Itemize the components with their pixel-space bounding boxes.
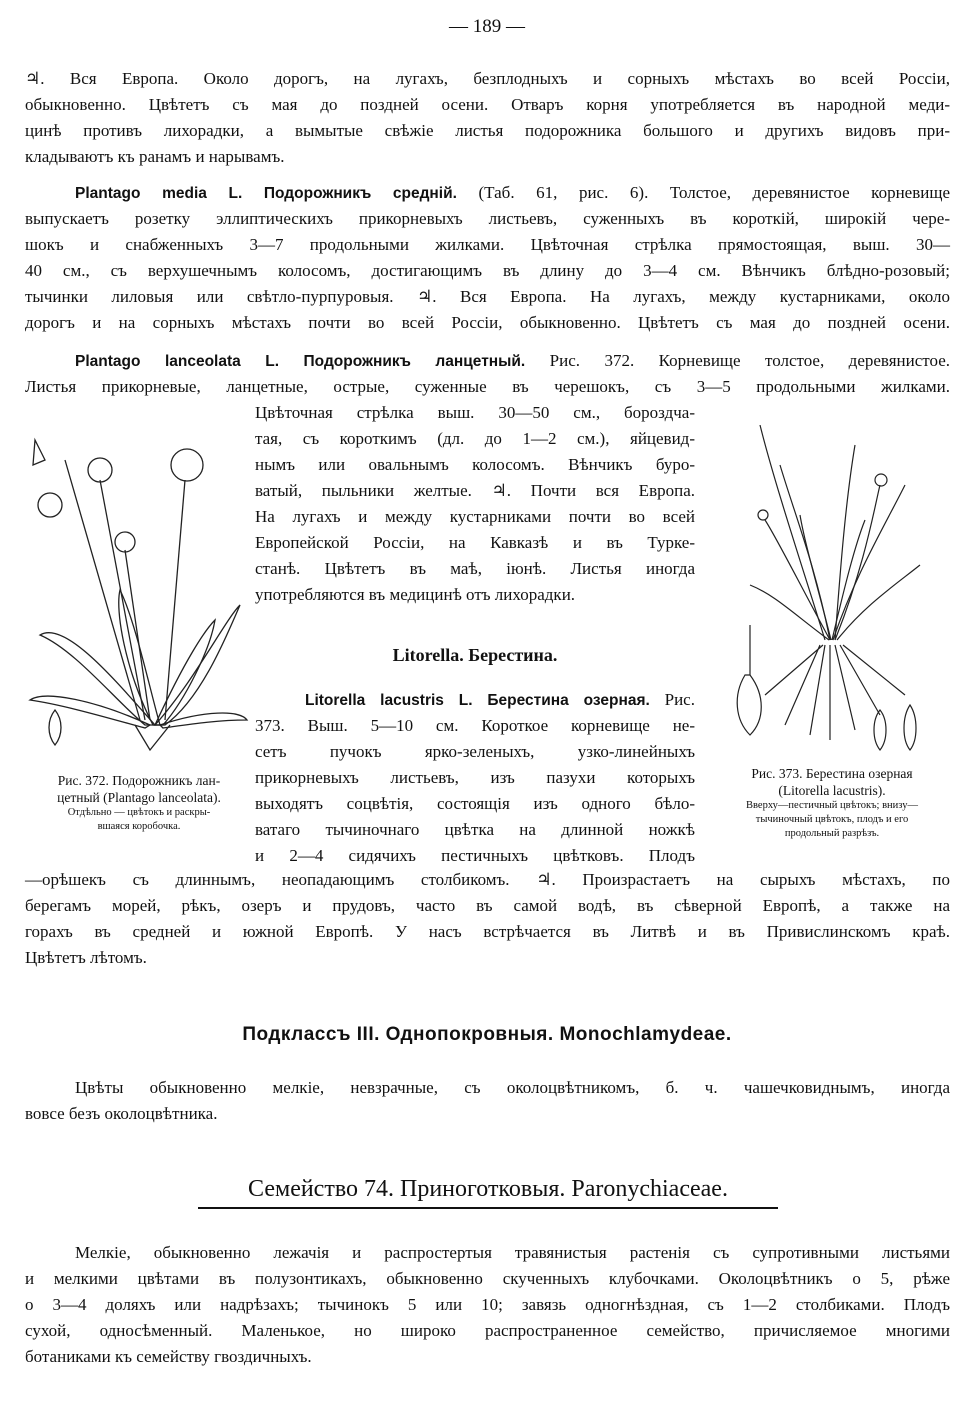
text-line — [25, 66, 950, 92]
line-text: Цвѣтетъ лѣтомъ. — [25, 948, 147, 967]
species-name: Litorella lacustris L. Берестина озерная. — [305, 692, 650, 709]
line-text: кладываютъ къ ранамъ и нарывамъ. — [25, 147, 285, 166]
paragraph-plantago-media — [25, 180, 950, 336]
line-text: сухой, односѣменный. Маленькое, но широко распространенное семейство, причисляемое многими — [25, 1321, 950, 1340]
line-text: Европейской Россіи, на Кавказѣ и въ Турке- — [255, 533, 695, 552]
text-line — [255, 739, 695, 765]
line-text: о 3—4 доляхъ или надрѣзахъ; тычинокъ 5 или 10; завязь одногнѣздная, съ 1—2 столбиками. Плодъ — [25, 1295, 950, 1314]
genus-heading-litorella: Litorella. Берестина. — [392, 645, 558, 665]
paragraph-plantago-lanceolata — [25, 348, 950, 400]
text-line — [25, 118, 950, 144]
text-line — [25, 348, 950, 374]
line-text: сетъ пучокъ ярко-зеленыхъ, узко-линейныхъ — [255, 742, 695, 761]
text-line — [25, 1266, 950, 1292]
narrow-leaves — [750, 425, 920, 640]
text-line — [255, 687, 695, 713]
text-line — [25, 374, 950, 400]
line-text: —орѣшекъ съ длиннымъ, неопадающимъ столбикомъ. ♃. Произрастаетъ на сырыхъ мѣстахъ, по — [25, 870, 950, 889]
line-text: и мелкими цвѣтами въ полузонтикахъ, обыкновенно скученныхъ клубочками. Околоцвѣтникъ о 5, рѣже — [25, 1269, 950, 1288]
paragraph-plantago-lanceolata-column — [255, 400, 695, 608]
text-line — [25, 1240, 950, 1266]
paragraph-litorella-column — [255, 687, 695, 869]
text-line — [25, 180, 950, 206]
line-text: ватаго тычиночнаго цвѣтка на длинной ножкѣ — [255, 820, 695, 839]
line-text: выпускаетъ розетку эллиптическихъ прикорневыхъ листьевъ, суженныхъ въ короткій, широкій чере- — [25, 209, 950, 228]
line-text: обыкновенно. Цвѣтетъ съ мая до поздней осени. Отваръ корня употребляется въ народной меди- — [25, 95, 950, 114]
figure-373-litorella-lacustris-illustration — [705, 425, 950, 755]
paragraph-family-description — [25, 1240, 950, 1370]
species-name: Plantago lanceolata L. Подорожникъ ланцетный. — [75, 353, 526, 370]
caption-line: цетный (Plantago lanceolata). — [57, 790, 221, 805]
text-line — [25, 893, 950, 919]
text-line — [25, 144, 950, 170]
line-text: Рис. 372. Корневище толстое, деревянистое. — [525, 351, 950, 370]
line-text: ботаниками къ семейству гвоздичныхъ. — [25, 1347, 312, 1366]
line-text: 40 см., съ верхушечнымъ колосомъ, достигающимъ въ длину до 3—4 см. Вѣнчикъ блѣдно-розовый; — [25, 261, 950, 280]
text-line — [25, 1318, 950, 1344]
caption-note-line: Вверху—пестичный цвѣтокъ; внизу— — [746, 800, 918, 811]
text-line — [255, 400, 695, 426]
text-line — [255, 765, 695, 791]
line-text: вовсе безъ околоцвѣтника. — [25, 1104, 218, 1123]
line-text: и 2—4 сидячихъ пестичныхъ цвѣтковъ. Плодъ — [255, 846, 695, 865]
text-line — [25, 258, 950, 284]
line-text: 373. Выш. 5—10 см. Короткое корневище не- — [255, 716, 695, 735]
leaf-rosette — [30, 590, 247, 750]
text-line — [255, 530, 695, 556]
line-text: тычинки лиловыя или свѣтло-пурпуровыя. ♃. Вся Европа. На лугахъ, между кустарниками, около — [25, 287, 950, 306]
line-text: Мелкіе, обыкновенно лежачія и распростертыя травянистыя растенія съ супротивными листьями — [75, 1243, 950, 1262]
line-text: шокъ и снабженныхъ 3—7 продольными жилками. Цвѣточная стрѣлка прямостоящая, выш. 30— — [25, 235, 950, 254]
caption-line: Рис. 373. Берестина озерная — [751, 766, 913, 781]
line-text: На лугахъ и между кустарниками почти во всей — [255, 507, 695, 526]
text-line — [25, 919, 950, 945]
text-line — [25, 310, 950, 336]
text-line — [25, 232, 950, 258]
text-line — [25, 945, 950, 971]
line-text: горахъ въ средней и южной Европѣ. У насъ встрѣчается въ Литвѣ и въ Привислинскомъ краѣ. — [25, 922, 950, 941]
line-text: нымъ или овальнымъ колосомъ. Вѣнчикъ буро- — [255, 455, 695, 474]
figure-373-caption — [708, 765, 956, 841]
caption-note-line: вшаяся коробочка. — [97, 821, 181, 832]
paragraph-litorella-end — [25, 867, 950, 971]
line-text: ватый, пыльники желтые. ♃. Почти вся Европа. — [255, 481, 695, 500]
caption-note-line: продольный разрѣзъ. — [784, 828, 880, 839]
line-text: Листья прикорневые, ланцетные, острые, суженные въ черешокъ, съ 3—5 продольными жилками. — [25, 377, 950, 396]
text-line — [255, 582, 695, 608]
text-line — [25, 206, 950, 232]
line-text: (Таб. 61, рис. 6). Толстое, деревянистое корневище — [456, 183, 950, 202]
detached-flower-and-capsule — [33, 440, 62, 745]
text-line — [255, 426, 695, 452]
line-text: тая, съ короткимъ (дл. до 1—2 см.), яйцевид- — [255, 429, 695, 448]
text-line — [25, 1292, 950, 1318]
text-line — [255, 504, 695, 530]
text-line — [255, 843, 695, 869]
text-line — [25, 1075, 950, 1101]
species-name: Plantago media L. Подорожникъ средній. — [75, 185, 457, 202]
figure-372-plantago-lanceolata-illustration — [25, 420, 250, 765]
caption-line: (Litorella lacustris). — [778, 783, 886, 798]
line-text: цинѣ противъ лихорадки, а вымытые свѣжіе листья подорожника большого и другихъ видовъ при- — [25, 121, 950, 140]
line-text: употребляются въ медицинѣ отъ лихорадки. — [255, 585, 576, 604]
caption-line: Рис. 372. Подорожникъ лан- — [57, 773, 221, 788]
text-line — [255, 478, 695, 504]
text-line — [25, 1344, 950, 1370]
text-line — [255, 713, 695, 739]
text-line — [255, 791, 695, 817]
line-text: Цвѣточная стрѣлка выш. 30—50 см., бороздча- — [255, 403, 695, 422]
roots — [765, 645, 905, 740]
line-text: выходятъ соцвѣтія, состоящія изъ одного бѣло- — [255, 794, 695, 813]
text-line — [25, 92, 950, 118]
line-text: станѣ. Цвѣтетъ въ маѣ, іюнѣ. Листья иногда — [255, 559, 695, 578]
line-text: Рис. — [649, 690, 695, 709]
subclass-heading: Подклассъ III. Однопокровныя. Monochlamydeae. — [242, 1024, 732, 1045]
paragraph-plantago-major-end — [25, 66, 950, 170]
text-line — [255, 817, 695, 843]
text-line — [25, 284, 950, 310]
line-text: прикорневыхъ листьевъ, изъ пазухи которыхъ — [255, 768, 695, 787]
family-heading: Семейство 74. Приноготковыя. Paronychiaceae. — [198, 1176, 778, 1209]
text-line — [255, 556, 695, 582]
line-text: Цвѣты обыкновенно мелкіе, невзрачные, съ околоцвѣтникомъ, б. ч. чашечковиднымъ, иногда — [75, 1078, 950, 1097]
detached-parts — [737, 625, 916, 750]
paragraph-subclass-description — [25, 1075, 950, 1127]
line-text: берегамъ морей, рѣкъ, озеръ и прудовъ, часто въ самой водѣ, въ сѣверной Европѣ, а также на — [25, 896, 950, 915]
text-line — [255, 452, 695, 478]
page-number: — 189 — — [449, 16, 525, 37]
text-line — [25, 1101, 950, 1127]
line-text: дорогъ и на сорныхъ мѣстахъ почти во всей Россіи, обыкновенно. Цвѣтетъ съ мая до поздней осени. — [25, 313, 950, 332]
line-text: ♃. Вся Европа. Около дорогъ, на лугахъ, безплодныхъ и сорныхъ мѣстахъ во всей Россіи, — [25, 69, 950, 88]
figure-372-caption — [25, 772, 253, 834]
caption-note-line: Отдѣльно — цвѣтокъ и раскры- — [67, 807, 211, 818]
text-line — [25, 867, 950, 893]
caption-note-line: тычиночный цвѣтокъ, плодъ и его — [755, 814, 909, 825]
